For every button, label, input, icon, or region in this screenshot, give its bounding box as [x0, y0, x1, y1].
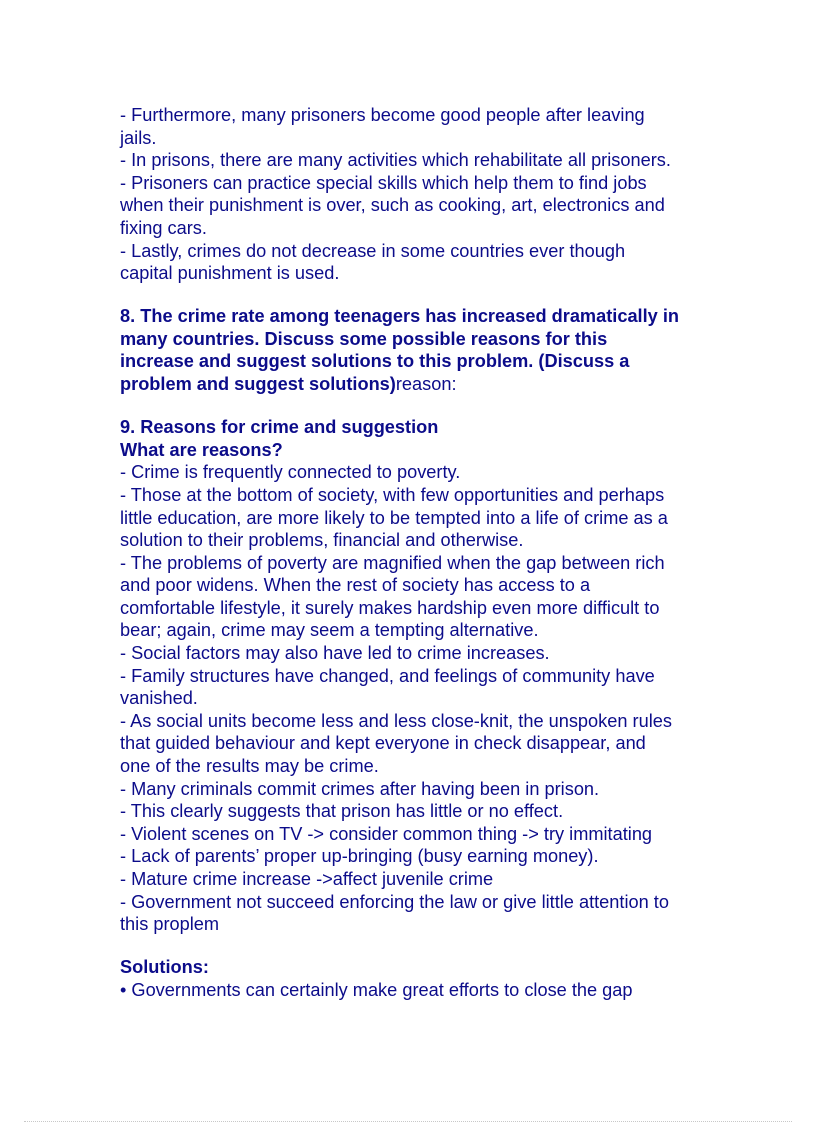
section-heading: Solutions:: [120, 957, 209, 978]
text-line: - Crime is frequently connected to poverty.: [120, 462, 461, 483]
text-line: solution to their problems, financial and otherwise.: [120, 530, 524, 551]
section-heading: 9. Reasons for crime and suggestion: [120, 417, 439, 438]
essay-question-8: [120, 305, 710, 395]
subsection-heading: What are reasons?: [120, 439, 283, 460]
reasons-section: [120, 416, 710, 936]
text-line: - Prisoners can practice special skills which help them to find jobs: [120, 172, 647, 193]
page-bottom-border: [24, 1121, 792, 1122]
heading-line: increase and suggest solutions to this problem. (Discuss a: [120, 351, 630, 372]
document-page: [120, 104, 710, 1001]
text-line: - Lastly, crimes do not decrease in some countries ever though: [120, 240, 626, 261]
heading-text: problem and suggest solutions): [120, 374, 396, 395]
text-line: - Those at the bottom of society, with few opportunities and perhaps: [120, 484, 665, 505]
text-line: - Mature crime increase ->affect juvenile crime: [120, 869, 494, 889]
text-line: capital punishment is used.: [120, 263, 340, 284]
prisoners-arguments-block: [120, 104, 710, 285]
paragraph-gap: [120, 396, 710, 417]
text-line: - Family structures have changed, and feelings of community have: [120, 665, 655, 686]
text-line: - Furthermore, many prisoners become good people after leaving: [120, 105, 645, 125]
text-line: - The problems of poverty are magnified when the gap between rich: [120, 552, 665, 573]
text-line: - Lack of parents’ proper up-bringing (busy earning money).: [120, 846, 599, 867]
text-line: this proplem: [120, 914, 220, 935]
solutions-section: [120, 956, 710, 1001]
paragraph-gap: [120, 936, 710, 957]
text-line: - Social factors may also have led to crime increases.: [120, 643, 550, 664]
heading-line: 8. The crime rate among teenagers has increased dramatically in: [120, 306, 679, 327]
bullet-line: • Governments can certainly make great efforts to close the gap: [120, 979, 633, 1000]
heading-line: [120, 373, 710, 396]
text-line: - Many criminals commit crimes after having been in prison.: [120, 778, 600, 799]
text-line: - This clearly suggests that prison has little or no effect.: [120, 801, 564, 822]
text-line: that guided behaviour and kept everyone in check disappear, and: [120, 733, 646, 754]
text-line: one of the results may be crime.: [120, 756, 379, 777]
text-line: jails.: [120, 127, 157, 148]
paragraph-gap: [120, 285, 710, 306]
text-line: - In prisons, there are many activities which rehabilitate all prisoners.: [120, 150, 671, 171]
text-line: vanished.: [120, 688, 198, 709]
text-line: comfortable lifestyle, it surely makes hardship even more difficult to: [120, 597, 660, 618]
heading-line: many countries. Discuss some possible reasons for this: [120, 328, 608, 349]
text-line: bear; again, crime may seem a tempting alternative.: [120, 620, 539, 641]
reason-label: reason:: [395, 374, 457, 395]
text-line: little education, are more likely to be tempted into a life of crime as a: [120, 507, 668, 528]
text-line: - As social units become less and less close-knit, the unspoken rules: [120, 710, 672, 731]
text-line: - Violent scenes on TV -> consider common thing -> try immitating: [120, 823, 653, 844]
text-line: fixing cars.: [120, 217, 207, 238]
text-line: and poor widens. When the rest of society has access to a: [120, 575, 591, 596]
text-line: when their punishment is over, such as cooking, art, electronics and: [120, 195, 665, 216]
text-line: - Government not succeed enforcing the law or give little attention to: [120, 891, 669, 912]
